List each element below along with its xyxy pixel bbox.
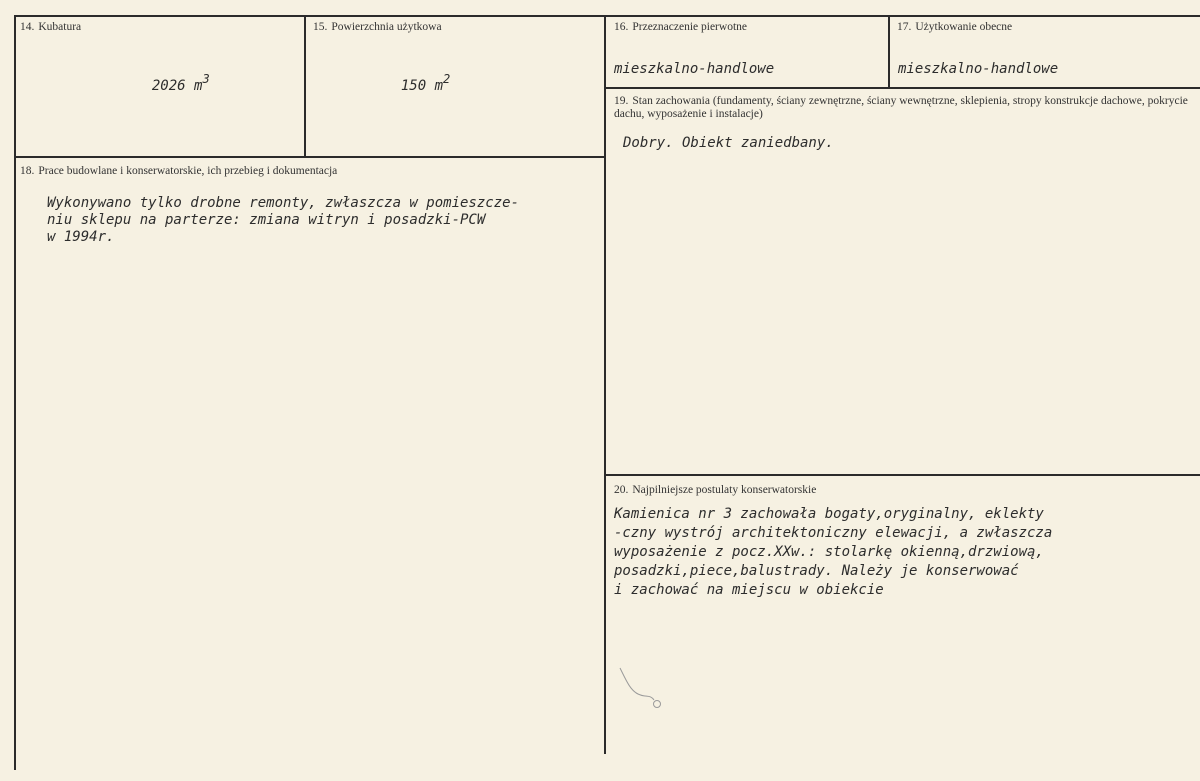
field-17-value: mieszkalno-handlowe — [898, 61, 1059, 77]
main-vertical-divider — [604, 16, 606, 754]
divider-right-row1 — [606, 87, 1200, 89]
field-16-label — [614, 21, 747, 33]
field-15-title: Powierzchnia użytkowa — [331, 21, 442, 33]
pen-scribble-mark — [612, 660, 672, 720]
powierzchnia-exponent: 2 — [443, 72, 451, 86]
field-17-number: 17. — [897, 21, 912, 33]
field-15-label — [313, 21, 442, 33]
field-16-value: mieszkalno-handlowe — [614, 61, 775, 77]
field-15-number: 15. — [313, 21, 328, 33]
divider-19-20 — [606, 474, 1200, 476]
field-15-value — [384, 62, 450, 94]
field-20-title: Najpilniejsze postulaty konserwatorskie — [632, 484, 817, 496]
field-14-title: Kubatura — [38, 21, 82, 33]
field-18-title: Prace budowlane i konserwatorskie, ich przebieg i dokumentacja — [38, 165, 338, 177]
field-19-label — [614, 95, 1194, 121]
field-18-label — [20, 165, 337, 177]
field-17-label — [897, 21, 1012, 33]
divider-16-17 — [888, 16, 890, 88]
field-17-title: Użytkowanie obecne — [915, 21, 1013, 33]
field-16-number: 16. — [614, 21, 629, 33]
left-border — [14, 15, 16, 770]
field-20-label — [614, 484, 816, 496]
kubatura-exponent: 3 — [202, 72, 210, 86]
top-border — [15, 15, 1200, 17]
divider-left-row1 — [16, 156, 605, 158]
field-18-value: Wykonywano tylko drobne remonty, zwłaszcza w pomieszcze- niu sklepu na parterze: zmiana witryn i posadzki-PCW w 1994r. — [47, 195, 520, 245]
field-19-value: Dobry. Obiekt zaniedbany. — [623, 135, 834, 151]
divider-14-15 — [304, 16, 306, 157]
field-18-number: 18. — [20, 165, 35, 177]
field-16-title: Przeznaczenie pierwotne — [632, 21, 747, 33]
kubatura-value: 2026 m — [151, 78, 203, 94]
field-20-value: Kamienica nr 3 zachowała bogaty,oryginalny, eklekty -czny wystrój architektoniczny elewacji, a zwłaszcza wyposażenie z pocz.XXw.: stolarkę okienną,drzwiową, posadzki,piece,balustrady. Należy je konserwować i zachować na miejscu w obiekcie — [614, 506, 1053, 598]
field-14-label — [20, 21, 81, 33]
field-14-number: 14. — [20, 21, 35, 33]
field-20-number: 20. — [614, 484, 629, 496]
powierzchnia-value: 150 m — [400, 78, 444, 94]
field-14-value — [135, 62, 210, 94]
field-19-number: 19. — [614, 95, 629, 107]
field-19-title: Stan zachowania (fundamenty, ściany zewnętrzne, ściany wewnętrzne, sklepienia, stropy konstrukcje dachowe, pokrycie dachu, wyposażenie i instalacje) — [614, 95, 1188, 120]
